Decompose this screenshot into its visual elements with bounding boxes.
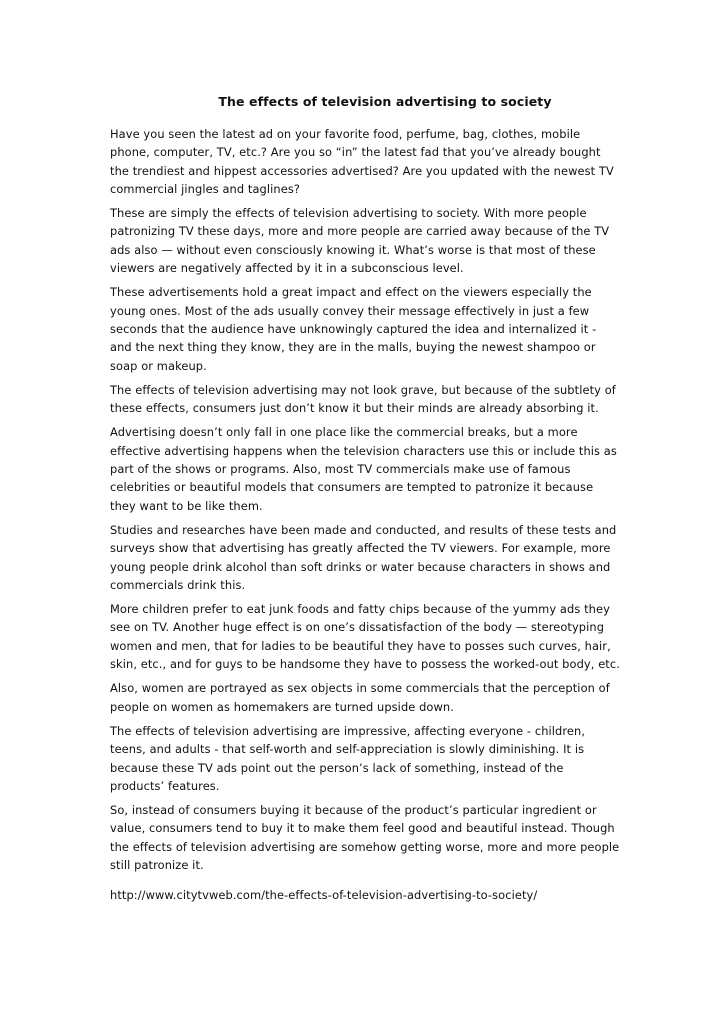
source-url: http://www.citytvweb.com/the-effects-of-television-advertising-to-society/ [110,888,538,903]
paragraph: The effects of television advertising may not look grave, but because of the subtlety of these effects, consumers just don’t know it but their minds are already absorbing it. [110,382,616,416]
document-page [110,93,620,911]
paragraph: So, instead of consumers buying it because of the product’s particular ingredient or value, consumers tend to buy it to make them feel good and beautiful instead. Though the effects of television advertising are somehow getting worse, more and more people still patronize it. [110,803,620,872]
paragraph: Also, women are portrayed as sex objects in some commercials that the perception of people on women as homemakers are turned upside down. [110,681,610,714]
paragraph: Advertising doesn’t only fall in one place like the commercial breaks, but a more effective advertising happens when the television characters use this or include this as part of the shows or programs. Also, most TV commercials make use of famous celebrities or beautiful models that consumers are tempted to patronize it because they want to be like them. [110,425,617,513]
paragraph: Have you seen the latest ad on your favorite food, perfume, bag, clothes, mobile phone, computer, TV, etc.? Are you so “in” the latest fad that you’ve already bought the trendiest and hippest accessories advertised? Are you updated with the newest TV commercial jingles and taglines? [110,127,614,196]
paragraph: The effects of television advertising are impressive, affecting everyone - children, teens, and adults - that self-worth and self-appreciation is slowly diminishing. It is because these TV ads point out the person’s lack of something, instead of the products’ features. [110,723,586,793]
paragraph: These are simply the effects of television advertising to society. With more people patronizing TV these days, more and more people are carried away because of the TV ads also — without even consciously knowing it. What’s worse is that most of these viewers are negatively affected by it in a subconscious level. [110,206,610,276]
paragraph: These advertisements hold a great impact and effect on the viewers especially the young ones. Most of the ads usually convey their message effectively in just a few seconds that the audience have unknowingly captured the idea and internalized it - and the next thing they know, they are in the malls, buying the newest shampoo or soap or makeup. [110,285,597,373]
paragraph: Studies and researches have been made and conducted, and results of these tests and surveys show that advertising has greatly affected the TV viewers. For example, more young people drink alcohol than soft drinks or water because characters in shows and commercials drink this. [110,522,617,592]
document-title: The effects of television advertising to society [218,94,552,109]
paragraph: More children prefer to eat junk foods and fatty chips because of the yummy ads they see on TV. Another huge effect is on one’s dissatisfaction of the body — stereotyping women and men, that for ladies to be beautiful they have to posses such curves, hair, skin, etc., and for guys to be handsome they have to possess the worked-out body, etc. [110,602,620,672]
